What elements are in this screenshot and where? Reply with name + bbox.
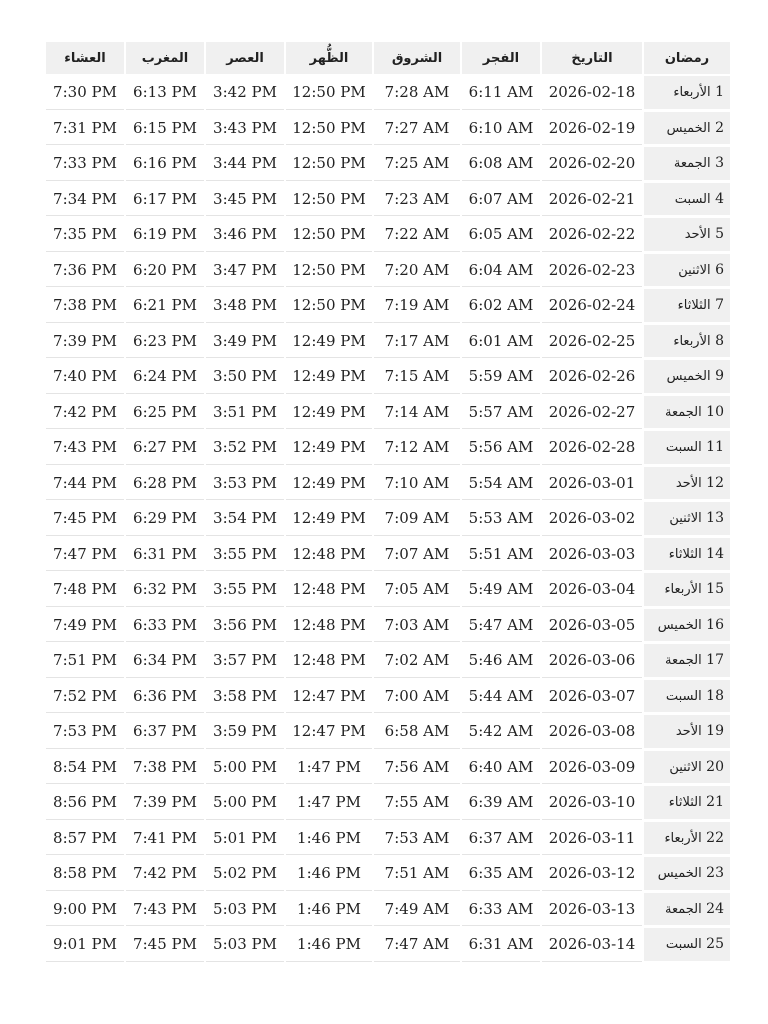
- cell-date: 2026-02-25: [542, 325, 642, 359]
- cell-asr: 3:43 PM: [206, 112, 284, 146]
- cell-maghrib: 6:21 PM: [126, 289, 204, 323]
- cell-asr: 5:00 PM: [206, 751, 284, 785]
- cell-date: 2026-03-03: [542, 538, 642, 572]
- cell-isha: 7:42 PM: [46, 396, 124, 430]
- cell-maghrib: 7:43 PM: [126, 893, 204, 927]
- cell-date: 2026-02-23: [542, 254, 642, 288]
- cell-isha: 7:30 PM: [46, 76, 124, 110]
- cell-fajr: 6:37 AM: [462, 822, 540, 856]
- ramadan-day-number: 13: [706, 510, 724, 527]
- cell-isha: 7:53 PM: [46, 715, 124, 749]
- cell-sunrise: 7:15 AM: [374, 360, 460, 394]
- header-dhuhr: الظُّهر: [286, 42, 372, 74]
- cell-sunrise: 7:53 AM: [374, 822, 460, 856]
- cell-asr: 3:57 PM: [206, 644, 284, 678]
- cell-dhuhr: 1:46 PM: [286, 893, 372, 927]
- cell-sunrise: 6:58 AM: [374, 715, 460, 749]
- cell-isha: 7:36 PM: [46, 254, 124, 288]
- ramadan-day-number: 16: [706, 616, 724, 633]
- cell-maghrib: 6:19 PM: [126, 218, 204, 252]
- table-row: [46, 218, 730, 252]
- cell-isha: 7:35 PM: [46, 218, 124, 252]
- cell-asr: 3:55 PM: [206, 538, 284, 572]
- cell-date: 2026-02-19: [542, 112, 642, 146]
- cell-fajr: 6:07 AM: [462, 183, 540, 217]
- cell-asr: 5:02 PM: [206, 857, 284, 891]
- ramadan-day-number: 17: [706, 652, 724, 669]
- cell-date: 2026-03-01: [542, 467, 642, 501]
- cell-dhuhr: 12:49 PM: [286, 467, 372, 501]
- cell-isha: 7:49 PM: [46, 609, 124, 643]
- cell-sunrise: 7:27 AM: [374, 112, 460, 146]
- cell-maghrib: 6:31 PM: [126, 538, 204, 572]
- table-row: [46, 289, 730, 323]
- table-row: [46, 396, 730, 430]
- cell-dhuhr: 1:47 PM: [286, 786, 372, 820]
- cell-isha: 7:51 PM: [46, 644, 124, 678]
- table-row: [46, 822, 730, 856]
- cell-maghrib: 6:13 PM: [126, 76, 204, 110]
- header-asr: العصر: [206, 42, 284, 74]
- table-header: [46, 42, 730, 74]
- table-row: [46, 644, 730, 678]
- cell-ramadan-day: [644, 325, 730, 359]
- cell-date: 2026-03-05: [542, 609, 642, 643]
- ramadan-day-number: 14: [706, 545, 724, 562]
- cell-isha: 8:54 PM: [46, 751, 124, 785]
- cell-asr: 3:59 PM: [206, 715, 284, 749]
- cell-ramadan-day: [644, 609, 730, 643]
- cell-dhuhr: 12:47 PM: [286, 715, 372, 749]
- cell-sunrise: 7:14 AM: [374, 396, 460, 430]
- cell-maghrib: 6:29 PM: [126, 502, 204, 536]
- cell-maghrib: 6:34 PM: [126, 644, 204, 678]
- cell-asr: 3:54 PM: [206, 502, 284, 536]
- cell-dhuhr: 12:50 PM: [286, 254, 372, 288]
- cell-dhuhr: 12:50 PM: [286, 289, 372, 323]
- cell-isha: 7:31 PM: [46, 112, 124, 146]
- cell-date: 2026-02-28: [542, 431, 642, 465]
- cell-fajr: 6:02 AM: [462, 289, 540, 323]
- cell-ramadan-day: [644, 431, 730, 465]
- table-row: [46, 928, 730, 962]
- cell-isha: 7:52 PM: [46, 680, 124, 714]
- cell-dhuhr: 12:48 PM: [286, 573, 372, 607]
- cell-fajr: 6:33 AM: [462, 893, 540, 927]
- cell-fajr: 5:51 AM: [462, 538, 540, 572]
- cell-sunrise: 7:47 AM: [374, 928, 460, 962]
- table-row: [46, 786, 730, 820]
- table-row: [46, 325, 730, 359]
- header-maghrib: المغرب: [126, 42, 204, 74]
- cell-ramadan-day: [644, 644, 730, 678]
- cell-date: 2026-02-27: [542, 396, 642, 430]
- ramadan-day-number: 9: [715, 368, 724, 385]
- ramadan-day-number: 18: [706, 687, 724, 704]
- cell-dhuhr: 1:47 PM: [286, 751, 372, 785]
- cell-dhuhr: 12:49 PM: [286, 396, 372, 430]
- cell-maghrib: 6:23 PM: [126, 325, 204, 359]
- cell-isha: 7:43 PM: [46, 431, 124, 465]
- cell-fajr: 5:56 AM: [462, 431, 540, 465]
- cell-ramadan-day: [644, 715, 730, 749]
- cell-sunrise: 7:19 AM: [374, 289, 460, 323]
- weekday-name: الأربعاء: [673, 333, 711, 349]
- cell-asr: 3:49 PM: [206, 325, 284, 359]
- cell-dhuhr: 1:46 PM: [286, 822, 372, 856]
- table-row: [46, 254, 730, 288]
- ramadan-day-number: 10: [706, 403, 724, 420]
- cell-asr: 5:01 PM: [206, 822, 284, 856]
- weekday-name: الثلاثاء: [668, 546, 702, 562]
- cell-date: 2026-03-04: [542, 573, 642, 607]
- cell-dhuhr: 12:48 PM: [286, 609, 372, 643]
- cell-dhuhr: 12:50 PM: [286, 147, 372, 181]
- cell-date: 2026-03-07: [542, 680, 642, 714]
- cell-dhuhr: 12:50 PM: [286, 183, 372, 217]
- cell-asr: 5:00 PM: [206, 786, 284, 820]
- cell-asr: 3:46 PM: [206, 218, 284, 252]
- cell-ramadan-day: [644, 396, 730, 430]
- weekday-name: الأربعاء: [664, 582, 702, 598]
- cell-ramadan-day: [644, 680, 730, 714]
- prayer-times-table-container: [44, 40, 724, 964]
- weekday-name: السبت: [665, 688, 702, 704]
- cell-asr: 3:50 PM: [206, 360, 284, 394]
- header-sunrise: الشروق: [374, 42, 460, 74]
- cell-ramadan-day: [644, 857, 730, 891]
- weekday-name: الجمعة: [673, 156, 711, 172]
- cell-dhuhr: 12:49 PM: [286, 360, 372, 394]
- cell-fajr: 5:46 AM: [462, 644, 540, 678]
- cell-isha: 7:45 PM: [46, 502, 124, 536]
- header-row: [46, 42, 730, 74]
- table-row: [46, 431, 730, 465]
- cell-ramadan-day: [644, 112, 730, 146]
- cell-fajr: 5:57 AM: [462, 396, 540, 430]
- table-row: [46, 751, 730, 785]
- ramadan-day-number: 7: [715, 297, 724, 314]
- cell-date: 2026-03-12: [542, 857, 642, 891]
- cell-isha: 7:34 PM: [46, 183, 124, 217]
- weekday-name: الأحد: [675, 724, 702, 740]
- cell-sunrise: 7:55 AM: [374, 786, 460, 820]
- weekday-name: السبت: [674, 191, 711, 207]
- table-row: [46, 857, 730, 891]
- cell-isha: 8:57 PM: [46, 822, 124, 856]
- cell-sunrise: 7:10 AM: [374, 467, 460, 501]
- header-fajr: الفجر: [462, 42, 540, 74]
- ramadan-day-number: 6: [715, 261, 724, 278]
- table-row: [46, 680, 730, 714]
- weekday-name: الاثنين: [669, 511, 702, 527]
- weekday-name: الجمعة: [664, 653, 702, 669]
- cell-ramadan-day: [644, 822, 730, 856]
- cell-fajr: 5:59 AM: [462, 360, 540, 394]
- table-row: [46, 715, 730, 749]
- cell-asr: 5:03 PM: [206, 893, 284, 927]
- ramadan-day-number: 2: [715, 119, 724, 136]
- cell-fajr: 6:35 AM: [462, 857, 540, 891]
- ramadan-day-number: 4: [715, 190, 724, 207]
- cell-fajr: 5:54 AM: [462, 467, 540, 501]
- cell-ramadan-day: [644, 147, 730, 181]
- cell-fajr: 6:08 AM: [462, 147, 540, 181]
- cell-asr: 3:47 PM: [206, 254, 284, 288]
- cell-dhuhr: 1:46 PM: [286, 928, 372, 962]
- cell-fajr: 6:11 AM: [462, 76, 540, 110]
- cell-date: 2026-03-14: [542, 928, 642, 962]
- table-row: [46, 502, 730, 536]
- cell-date: 2026-02-24: [542, 289, 642, 323]
- cell-ramadan-day: [644, 183, 730, 217]
- cell-date: 2026-02-26: [542, 360, 642, 394]
- table-row: [46, 147, 730, 181]
- cell-sunrise: 7:20 AM: [374, 254, 460, 288]
- cell-isha: 8:58 PM: [46, 857, 124, 891]
- cell-isha: 7:48 PM: [46, 573, 124, 607]
- cell-ramadan-day: [644, 751, 730, 785]
- cell-ramadan-day: [644, 928, 730, 962]
- cell-isha: 7:47 PM: [46, 538, 124, 572]
- cell-ramadan-day: [644, 573, 730, 607]
- header-date: التاريخ: [542, 42, 642, 74]
- cell-fajr: 5:42 AM: [462, 715, 540, 749]
- weekday-name: السبت: [665, 937, 702, 953]
- table-row: [46, 112, 730, 146]
- cell-dhuhr: 12:47 PM: [286, 680, 372, 714]
- cell-sunrise: 7:49 AM: [374, 893, 460, 927]
- header-isha: العشاء: [46, 42, 124, 74]
- weekday-name: الجمعة: [664, 404, 702, 420]
- cell-maghrib: 6:20 PM: [126, 254, 204, 288]
- cell-asr: 3:53 PM: [206, 467, 284, 501]
- weekday-name: الأربعاء: [673, 85, 711, 101]
- cell-sunrise: 7:12 AM: [374, 431, 460, 465]
- weekday-name: الثلاثاء: [677, 298, 711, 314]
- ramadan-day-number: 3: [715, 155, 724, 172]
- cell-date: 2026-03-13: [542, 893, 642, 927]
- cell-ramadan-day: [644, 76, 730, 110]
- weekday-name: الثلاثاء: [668, 795, 702, 811]
- cell-maghrib: 6:33 PM: [126, 609, 204, 643]
- cell-ramadan-day: [644, 467, 730, 501]
- cell-ramadan-day: [644, 289, 730, 323]
- cell-maghrib: 6:25 PM: [126, 396, 204, 430]
- cell-asr: 3:42 PM: [206, 76, 284, 110]
- cell-date: 2026-03-11: [542, 822, 642, 856]
- cell-maghrib: 7:39 PM: [126, 786, 204, 820]
- ramadan-day-number: 23: [706, 865, 724, 882]
- weekday-name: الاثنين: [678, 262, 711, 278]
- ramadan-day-number: 11: [706, 439, 724, 456]
- cell-date: 2026-02-22: [542, 218, 642, 252]
- cell-sunrise: 7:51 AM: [374, 857, 460, 891]
- table-row: [46, 360, 730, 394]
- cell-sunrise: 7:03 AM: [374, 609, 460, 643]
- cell-fajr: 6:39 AM: [462, 786, 540, 820]
- cell-maghrib: 6:17 PM: [126, 183, 204, 217]
- prayer-times-table: [44, 40, 732, 964]
- cell-date: 2026-03-09: [542, 751, 642, 785]
- cell-sunrise: 7:07 AM: [374, 538, 460, 572]
- cell-sunrise: 7:22 AM: [374, 218, 460, 252]
- cell-asr: 5:03 PM: [206, 928, 284, 962]
- cell-fajr: 6:31 AM: [462, 928, 540, 962]
- table-row: [46, 573, 730, 607]
- cell-fajr: 6:40 AM: [462, 751, 540, 785]
- cell-maghrib: 6:36 PM: [126, 680, 204, 714]
- cell-maghrib: 7:38 PM: [126, 751, 204, 785]
- cell-asr: 3:56 PM: [206, 609, 284, 643]
- table-row: [46, 76, 730, 110]
- cell-dhuhr: 12:48 PM: [286, 538, 372, 572]
- cell-maghrib: 6:24 PM: [126, 360, 204, 394]
- weekday-name: الأحد: [684, 227, 711, 243]
- cell-fajr: 6:10 AM: [462, 112, 540, 146]
- cell-asr: 3:48 PM: [206, 289, 284, 323]
- ramadan-day-number: 20: [706, 758, 724, 775]
- cell-isha: 9:00 PM: [46, 893, 124, 927]
- cell-sunrise: 7:05 AM: [374, 573, 460, 607]
- cell-date: 2026-03-06: [542, 644, 642, 678]
- cell-isha: 7:33 PM: [46, 147, 124, 181]
- table-body: [46, 76, 730, 962]
- ramadan-day-number: 15: [706, 581, 724, 598]
- ramadan-day-number: 24: [706, 900, 724, 917]
- ramadan-day-number: 19: [706, 723, 724, 740]
- cell-date: 2026-03-08: [542, 715, 642, 749]
- cell-isha: 7:38 PM: [46, 289, 124, 323]
- ramadan-day-number: 21: [706, 794, 724, 811]
- ramadan-day-number: 1: [715, 84, 724, 101]
- cell-isha: 7:40 PM: [46, 360, 124, 394]
- cell-fajr: 6:01 AM: [462, 325, 540, 359]
- cell-isha: 8:56 PM: [46, 786, 124, 820]
- table-row: [46, 183, 730, 217]
- cell-ramadan-day: [644, 218, 730, 252]
- cell-asr: 3:58 PM: [206, 680, 284, 714]
- weekday-name: السبت: [665, 440, 702, 456]
- cell-sunrise: 7:25 AM: [374, 147, 460, 181]
- cell-fajr: 5:53 AM: [462, 502, 540, 536]
- cell-asr: 3:51 PM: [206, 396, 284, 430]
- cell-asr: 3:52 PM: [206, 431, 284, 465]
- cell-maghrib: 6:27 PM: [126, 431, 204, 465]
- cell-fajr: 6:05 AM: [462, 218, 540, 252]
- cell-dhuhr: 12:49 PM: [286, 431, 372, 465]
- cell-isha: 7:44 PM: [46, 467, 124, 501]
- cell-maghrib: 6:15 PM: [126, 112, 204, 146]
- cell-sunrise: 7:02 AM: [374, 644, 460, 678]
- table-row: [46, 893, 730, 927]
- cell-date: 2026-02-21: [542, 183, 642, 217]
- cell-asr: 3:55 PM: [206, 573, 284, 607]
- ramadan-day-number: 12: [706, 474, 724, 491]
- weekday-name: الخميس: [657, 866, 702, 882]
- cell-dhuhr: 12:50 PM: [286, 112, 372, 146]
- weekday-name: الخميس: [666, 120, 711, 136]
- cell-maghrib: 7:45 PM: [126, 928, 204, 962]
- ramadan-day-number: 25: [706, 936, 724, 953]
- cell-maghrib: 6:28 PM: [126, 467, 204, 501]
- cell-ramadan-day: [644, 502, 730, 536]
- cell-fajr: 5:44 AM: [462, 680, 540, 714]
- cell-fajr: 5:47 AM: [462, 609, 540, 643]
- cell-ramadan-day: [644, 893, 730, 927]
- cell-dhuhr: 12:49 PM: [286, 325, 372, 359]
- header-ramadan: رمضان: [644, 42, 730, 74]
- table-row: [46, 467, 730, 501]
- cell-maghrib: 6:16 PM: [126, 147, 204, 181]
- cell-ramadan-day: [644, 786, 730, 820]
- cell-fajr: 6:04 AM: [462, 254, 540, 288]
- weekday-name: الأحد: [675, 475, 702, 491]
- weekday-name: الجمعة: [664, 901, 702, 917]
- table-row: [46, 538, 730, 572]
- cell-sunrise: 7:00 AM: [374, 680, 460, 714]
- cell-asr: 3:44 PM: [206, 147, 284, 181]
- cell-dhuhr: 12:48 PM: [286, 644, 372, 678]
- weekday-name: الخميس: [666, 369, 711, 385]
- cell-dhuhr: 1:46 PM: [286, 857, 372, 891]
- weekday-name: الخميس: [657, 617, 702, 633]
- cell-ramadan-day: [644, 538, 730, 572]
- cell-dhuhr: 12:49 PM: [286, 502, 372, 536]
- cell-date: 2026-02-20: [542, 147, 642, 181]
- cell-isha: 9:01 PM: [46, 928, 124, 962]
- ramadan-day-number: 8: [715, 332, 724, 349]
- cell-date: 2026-03-02: [542, 502, 642, 536]
- weekday-name: الاثنين: [669, 759, 702, 775]
- cell-maghrib: 7:42 PM: [126, 857, 204, 891]
- cell-sunrise: 7:09 AM: [374, 502, 460, 536]
- cell-maghrib: 6:37 PM: [126, 715, 204, 749]
- cell-ramadan-day: [644, 360, 730, 394]
- cell-dhuhr: 12:50 PM: [286, 76, 372, 110]
- table-row: [46, 609, 730, 643]
- cell-maghrib: 6:32 PM: [126, 573, 204, 607]
- cell-dhuhr: 12:50 PM: [286, 218, 372, 252]
- ramadan-day-number: 5: [715, 226, 724, 243]
- cell-maghrib: 7:41 PM: [126, 822, 204, 856]
- cell-sunrise: 7:56 AM: [374, 751, 460, 785]
- cell-date: 2026-03-10: [542, 786, 642, 820]
- cell-date: 2026-02-18: [542, 76, 642, 110]
- cell-asr: 3:45 PM: [206, 183, 284, 217]
- cell-isha: 7:39 PM: [46, 325, 124, 359]
- cell-sunrise: 7:23 AM: [374, 183, 460, 217]
- cell-fajr: 5:49 AM: [462, 573, 540, 607]
- cell-sunrise: 7:28 AM: [374, 76, 460, 110]
- cell-sunrise: 7:17 AM: [374, 325, 460, 359]
- cell-ramadan-day: [644, 254, 730, 288]
- weekday-name: الأربعاء: [664, 830, 702, 846]
- ramadan-day-number: 22: [706, 829, 724, 846]
